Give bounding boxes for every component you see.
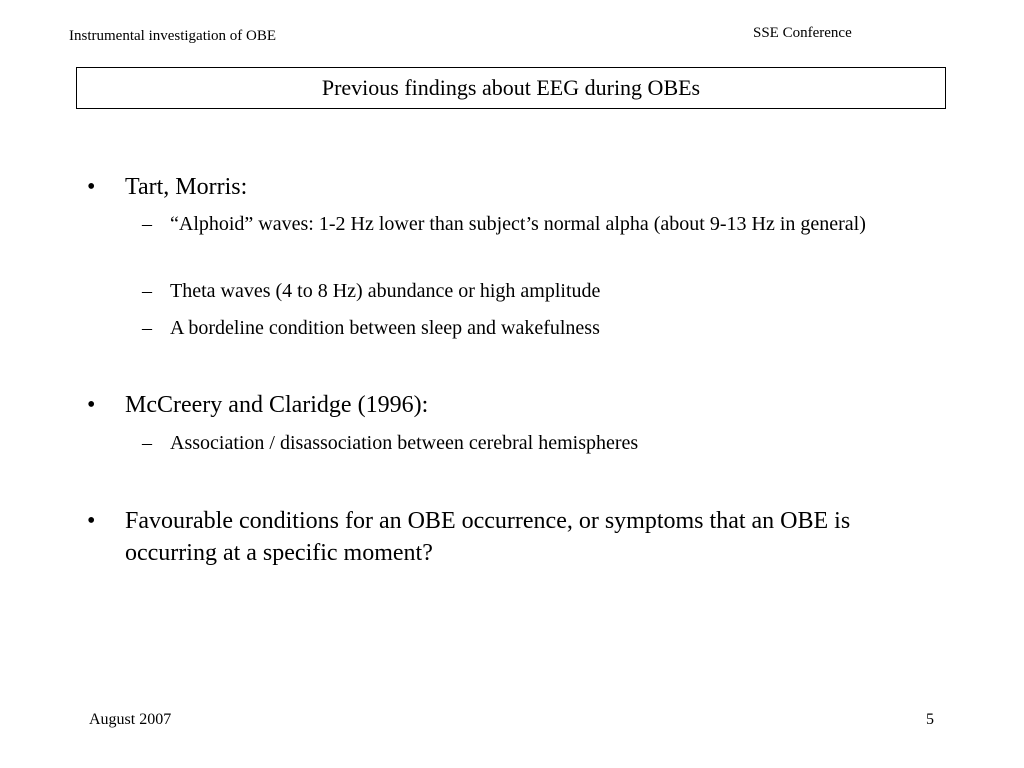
- bullet-item: [87, 505, 925, 569]
- sub-bullet-mark: –: [142, 317, 152, 339]
- bullet-text: McCreery and Claridge (1996):: [125, 392, 429, 418]
- header-conference-name: SSE Conference: [753, 25, 852, 41]
- bullet-item: [87, 389, 925, 421]
- footer-date: August 2007: [89, 711, 172, 728]
- sub-bullet-mark: –: [142, 213, 152, 235]
- sub-bullet-text: Association / disassociation between cerebral hemispheres: [170, 432, 639, 454]
- sub-bullet-item: [142, 209, 925, 240]
- sub-bullet-mark: –: [142, 432, 152, 454]
- slide-title: Previous findings about EEG during OBEs: [321, 75, 701, 100]
- sub-bullet-text: “Alphoid” waves: 1-2 Hz lower than subject’s normal alpha (about 9-13 Hz in general): [170, 213, 866, 235]
- bullet-mark: •: [87, 392, 96, 418]
- sub-bullet-item: [142, 276, 925, 307]
- bullet-text: Favourable conditions for an OBE occurrence, or symptoms that an OBE is occurring at a specific moment?: [125, 508, 851, 566]
- sub-bullet-mark: –: [142, 280, 152, 302]
- sub-bullet-item: [142, 428, 925, 459]
- sub-bullet-text: A bordeline condition between sleep and wakefulness: [170, 317, 600, 339]
- bullet-item: [87, 171, 925, 203]
- bullet-mark: •: [87, 508, 96, 534]
- page-number: 5: [926, 711, 934, 728]
- header-presentation-title: Instrumental investigation of OBE: [69, 28, 277, 44]
- slide-title-box: [76, 67, 946, 109]
- bullet-mark: •: [87, 174, 96, 200]
- bullet-text: Tart, Morris:: [125, 174, 248, 200]
- sub-bullet-text: Theta waves (4 to 8 Hz) abundance or high amplitude: [170, 280, 601, 302]
- sub-bullet-item: [142, 313, 925, 344]
